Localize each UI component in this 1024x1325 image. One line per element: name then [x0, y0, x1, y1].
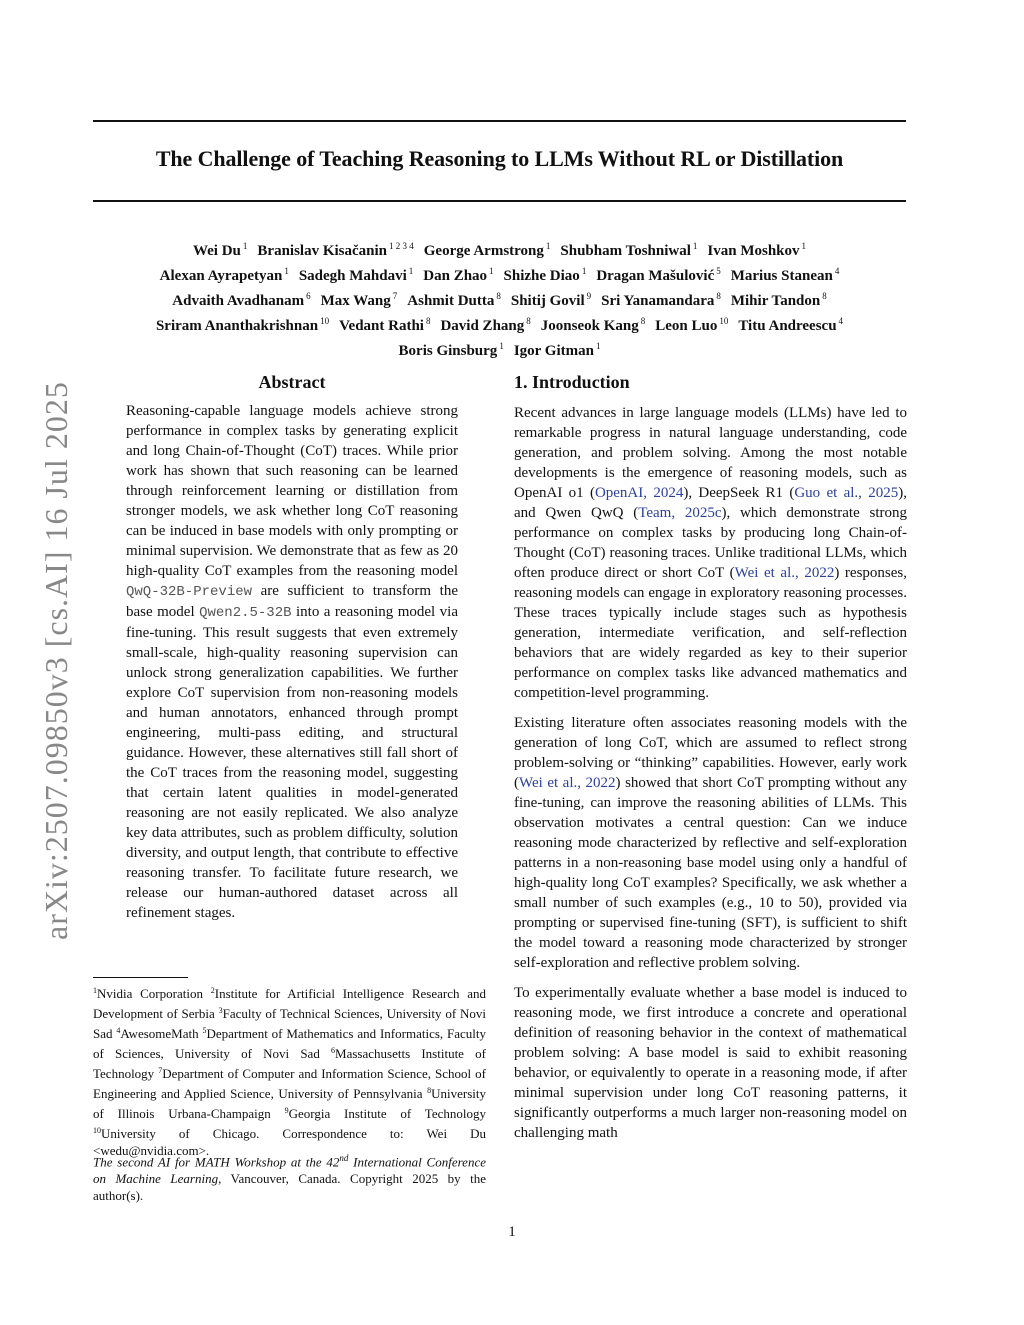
author-affiliation-mark: 1 [801, 241, 807, 251]
intro-paragraph-2 [514, 713, 907, 973]
author-affiliation-mark: 1 [581, 266, 587, 276]
section-heading-introduction: 1. Introduction [514, 372, 630, 392]
abstract-text-part: into a reasoning model via fine-tuning. This result suggests that even extremely small-scale, high-quality reasoning supervision can unlock strong generalization capabilities. We further explore CoT supervision from non-reasoning models and human annotators, enhanced through prompt engineering, multi-pass editing, and structural guidance. However, these alternatives still fall short of the CoT traces from the reasoning model, suggesting that certain latent qualities in model-generated reasoning are not easily replicated. We also analyze key data attributes, such as problem difficulty, solution diversity, and output length, that contribute to effective reasoning transfer. To facilitate future research, we release our human-authored dataset across all refinement stages. [126, 604, 458, 921]
affiliation-text: Nvidia Corporation [97, 986, 211, 1001]
footnote-mark: 7 [158, 1066, 163, 1075]
citation-link[interactable]: Wei et al., 2022 [519, 775, 616, 791]
affiliation-text: University of Illinois Urbana-Champaign [93, 1086, 486, 1121]
affiliation-text: Massachusetts Institute of Technology [93, 1046, 486, 1081]
author-name: Marius Stanean $^4$ [730, 266, 840, 284]
affiliation-text: Georgia Institute of Technology [288, 1106, 486, 1121]
paragraph-text: To experimentally evaluate whether a base model is induced to reasoning mode, we first introduce a concrete and operational definition of reasoning behavior in the context of mathematical problem solving: A base model is said to exhibit reasoning behavior, or equivalently to operate in a reasoning mode, if after minimal supervision under long CoT reasoning patterns, it significantly outperforms a much larger non-reasoning model on challenging math [514, 985, 907, 1141]
author-name: Mihir Tandon $^8$ [730, 291, 827, 309]
paragraph-text: Existing literature often associates reasoning models with the generation of long CoT, which are assumed to reflect strong problem-solving or “thinking” capabilities. However, early work ( [514, 715, 907, 791]
author-name: Dan Zhao $^1$ [423, 266, 494, 284]
footnote-mark: 2 [210, 986, 215, 995]
author-name: George Armstrong $^1$ [423, 241, 551, 259]
author-affiliation-mark: 1 2 3 4 [389, 241, 414, 251]
paragraph-text: ), which demonstrate strong performance on complex tasks by producing long Chain-of-Thought (CoT) reasoning traces. Unlike traditional LLMs, which often produce direct or short CoT ( [514, 505, 907, 581]
venue-sup: nd [339, 1153, 349, 1163]
author-name: Titu Andreescu $^4$ [738, 316, 844, 334]
author-name: Sri Yanamandara $^8$ [601, 291, 721, 309]
author-affiliation-mark: 7 [392, 291, 398, 301]
author-affiliation-mark: 4 [834, 266, 840, 276]
author-name: Advaith Avadhanam $^6$ [172, 291, 311, 309]
author-affiliation-mark: 8 [822, 291, 827, 301]
venue-italic: The second AI for MATH Workshop at the 42 [93, 1154, 340, 1170]
author-name: Boris Ginsburg $^1$ [398, 341, 504, 359]
page-number: 1 [508, 1224, 516, 1240]
title-top-rule [93, 120, 906, 122]
author-affiliation-mark: 1 [242, 241, 248, 251]
affiliation-text: Department of Mathematics and Informatics, Faculty of Sciences, University of Novi Sad [93, 1026, 486, 1061]
affiliation-text: AwesomeMath [120, 1026, 203, 1041]
footnote-mark: 5 [202, 1026, 207, 1035]
affiliation-text: Faculty of Technical Sciences, University of Novi Sad [93, 1006, 486, 1041]
author-name: Joonseok Kang $^8$ [540, 316, 646, 334]
intro-paragraph-1 [514, 403, 907, 703]
author-affiliation-mark: 1 [408, 266, 414, 276]
arxiv-identifier[interactable]: arXiv:2507.09850v3 [cs.AI] 16 Jul 2025 [38, 381, 74, 940]
author-name: Shubham Toshniwal $^1$ [560, 241, 698, 259]
author-name: Dragan Mašulović $^5$ [596, 266, 721, 284]
author-name: Sadegh Mahdavi $^1$ [298, 266, 414, 284]
abstract-heading: Abstract [258, 372, 326, 392]
author-name: Shitij Govil $^9$ [510, 291, 592, 309]
venue-note [93, 1150, 486, 1204]
author-affiliation-mark: 1 [499, 341, 504, 351]
author-affiliation-mark: 5 [716, 266, 721, 276]
abstract-text-part: Reasoning-capable language models achieve strong performance in complex tasks by generating explicit and long Chain-of-Thought (CoT) traces. While prior work has shown that such reasoning can be learned through reinforcement learning or distillation from stronger models, we ask whether long CoT reasoning can be induced in base models with only prompting or minimal supervision. We demonstrate that as few as 20 high-quality CoT examples from the reasoning model [126, 403, 458, 579]
author-affiliation-mark: 8 [640, 316, 646, 326]
author-name: Ashmit Dutta $^8$ [407, 291, 501, 309]
author-name: Shizhe Diao $^1$ [503, 266, 587, 284]
footnote-mark: 8 [427, 1086, 432, 1095]
author-affiliation-mark: 4 [838, 316, 844, 326]
author-affiliation-mark: 1 [692, 241, 698, 251]
author-name: Leon Luo $^{10}$ [655, 316, 729, 334]
abstract-text [126, 401, 458, 923]
author-name: Igor Gitman $^1$ [513, 341, 601, 359]
footnote-mark: 1 [93, 986, 97, 995]
venue-italic-2: International Conference on Machine Learning [93, 1154, 486, 1187]
footnote-mark: 9 [284, 1106, 289, 1115]
author-name: Branislav Kisačanin $^{1 2 3 4}$ [257, 241, 414, 259]
model-name-qwq: QwQ-32B-Preview [126, 584, 253, 600]
right-column [514, 372, 907, 1153]
footnote-mark: 6 [331, 1046, 336, 1055]
model-name-qwen: Qwen2.5-32B [199, 605, 292, 621]
author-name: Max Wang $^7$ [320, 291, 398, 309]
footnote-rule [93, 977, 188, 978]
affiliation-footnote [93, 982, 486, 1159]
author-list [93, 236, 906, 361]
author-affiliation-mark: 10 [719, 316, 729, 326]
citation-link[interactable]: Wei et al., 2022 [734, 565, 835, 581]
author-affiliation-mark: 8 [496, 291, 501, 301]
affiliation-text: University of Chicago. Correspondence to: Wei Du <wedu@nvidia.com>. [93, 1126, 486, 1158]
affiliation-text: Department of Computer and Information Science, School of Engineering and Applied Science, University of Pennsylvania [93, 1066, 486, 1101]
title-bottom-rule [93, 200, 906, 202]
author-name: Vedant Rathi $^8$ [339, 316, 431, 334]
venue-rest: , Vancouver, Canada. Copyright 2025 by the author(s). [93, 1171, 486, 1204]
author-affiliation-mark: 10 [320, 316, 330, 326]
author-affiliation-mark: 8 [425, 316, 431, 326]
affiliation-text: Institute for Artificial Intelligence Research and Development of Serbia [93, 986, 486, 1021]
author-name: Ivan Moshkov $^1$ [707, 241, 807, 259]
paragraph-text: Recent advances in large language models (LLMs) have led to remarkable progress in natural language understanding, code generation, and problem solving. Among the most notable developments is the emergence of reasoning models, such as OpenAI o1 ( [514, 405, 907, 501]
intro-paragraph-3 [514, 983, 907, 1143]
author-name: Sriram Ananthakrishnan $^{10}$ [155, 316, 330, 334]
author-affiliation-mark: 6 [306, 291, 311, 301]
abstract-text-part: are sufficient to transform the base model [126, 583, 458, 620]
author-name: Wei Du $^1$ [192, 241, 248, 259]
footnote-mark: 4 [116, 1026, 121, 1035]
author-affiliation-mark: 8 [526, 316, 531, 326]
author-affiliation-mark: 1 [545, 241, 551, 251]
author-affiliation-mark: 9 [586, 291, 592, 301]
paragraph-text: ) showed that short CoT prompting without any fine-tuning, can improve the reasoning abilities of LLMs. This observation motivates a central question: Can we induce reasoning mode characterized by reflective and self-exploration patterns in a non-reasoning base model using only a handful of high-quality long CoT examples? Specifically, we ask whether a small number of such examples (e.g., 10 to 50), provided via prompting or supervised fine-tuning (SFT), is sufficient to shift the model toward a reasoning mode characterized by stronger self-exploration and reflective problem solving. [514, 775, 908, 971]
author-affiliation-mark: 1 [595, 341, 601, 351]
paper-title: The Challenge of Teaching Reasoning to LLMs Without RL or Distillation [155, 146, 844, 171]
citation-link[interactable]: Guo et al., 2025 [794, 485, 899, 501]
author-name: Alexan Ayrapetyan $^1$ [159, 266, 289, 284]
author-name: David Zhang $^8$ [440, 316, 531, 334]
author-affiliation-mark: 1 [489, 266, 494, 276]
citation-link[interactable]: OpenAI, 2024 [594, 485, 684, 501]
author-affiliation-mark: 8 [716, 291, 721, 301]
footnote-mark: 10 [93, 1126, 101, 1135]
paragraph-text: ), DeepSeek R1 ( [683, 485, 795, 501]
paragraph-text: ), and Qwen QwQ ( [514, 485, 907, 521]
author-affiliation-mark: 1 [284, 266, 289, 276]
left-column [93, 372, 491, 923]
footnote-mark: 3 [218, 1006, 223, 1015]
paragraph-text: ) responses, reasoning models can engage in exploratory reasoning processes. These traces typically include stages such as hypothesis generation, intermediate verification, and self-reflection behaviors that are widely regarded as key to their superior performance on complex tasks like advanced mathematics and competition-level programming. [514, 565, 907, 701]
citation-link[interactable]: Team, 2025c [638, 505, 722, 521]
